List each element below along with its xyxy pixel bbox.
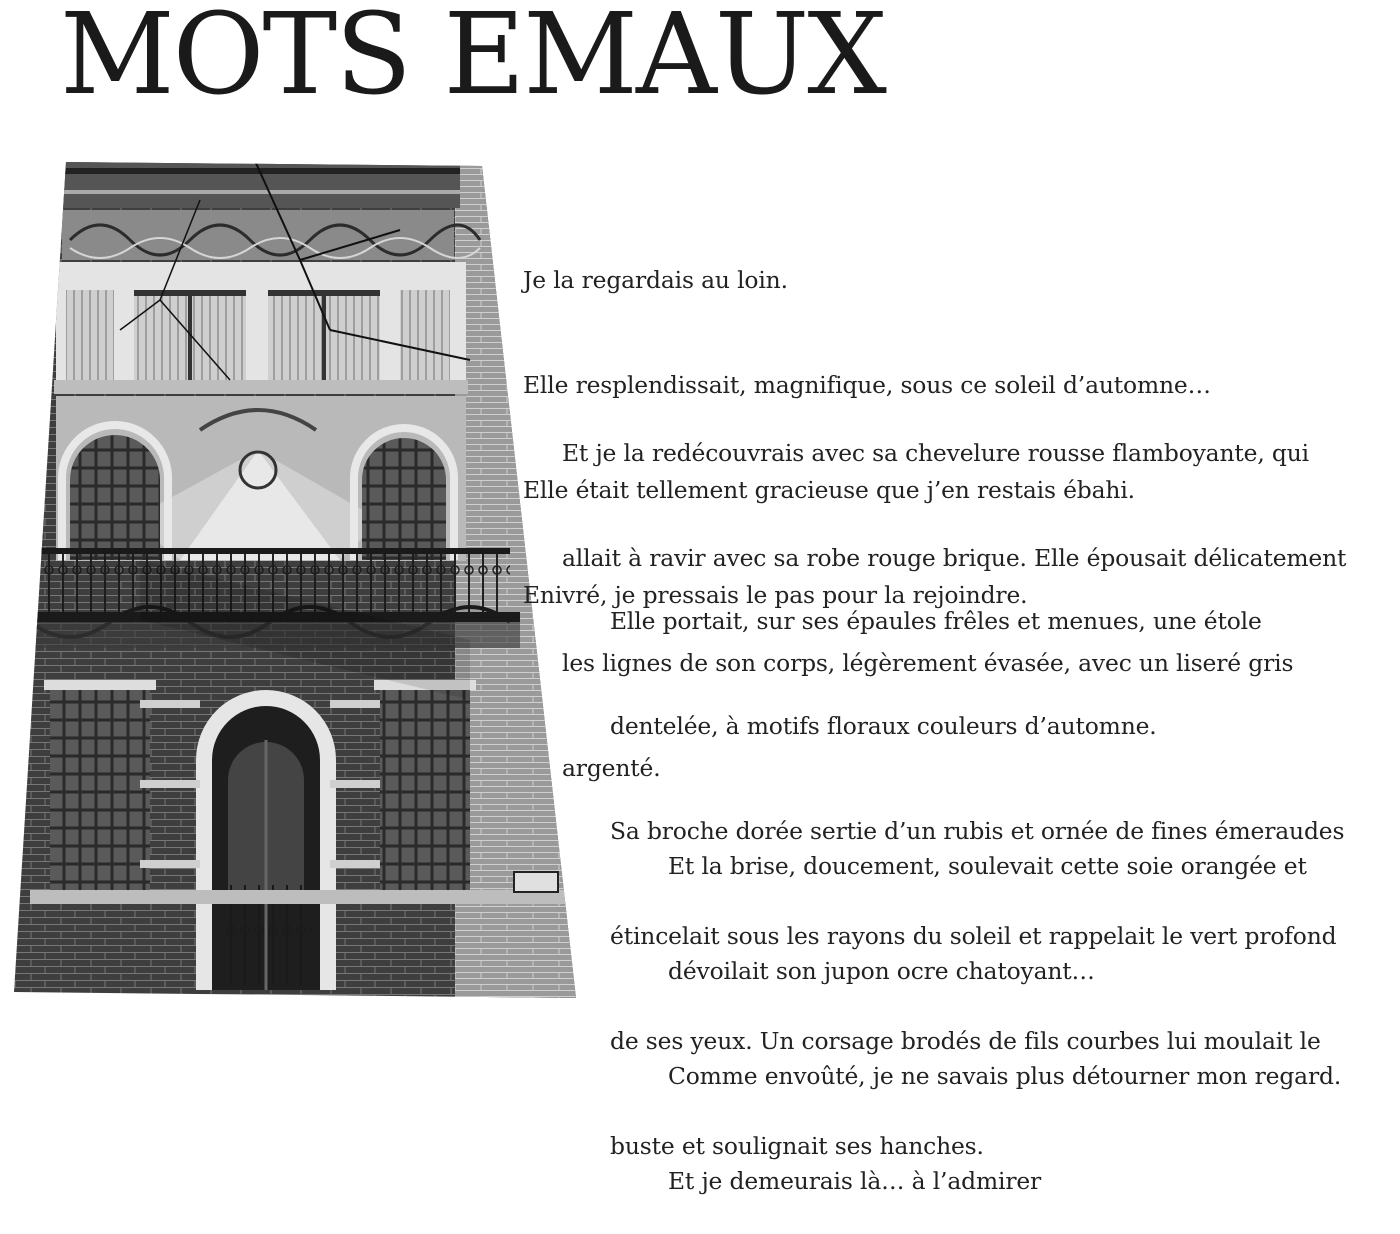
stanza-line: étincelait sous les rayons du soleil et rappelait le vert profond <box>610 922 1337 950</box>
stanza-line: Et la brise, doucement, soulevait cette soie orangée et <box>668 852 1307 880</box>
page-title: MOTS EMAUX <box>60 0 885 120</box>
stanza-line: argenté. <box>562 754 661 782</box>
stanza-line: les lignes de son corps, légèrement évasée, avec un liseré gris <box>562 649 1294 677</box>
stanza-line: Elle était tellement gracieuse que j’en restais ébahi. <box>523 476 1135 504</box>
stanza-line: Elle portait, sur ses épaules frêles et menues, une étole <box>610 607 1262 635</box>
stanza-line: Et je la redécouvrais avec sa chevelure rousse flamboyante, qui <box>562 439 1309 467</box>
stanza-line: Je la regardais au loin. <box>523 266 788 294</box>
stanza-line: dévoilait son jupon ocre chatoyant… <box>668 957 1095 985</box>
stanza-line: Enivré, je pressais le pas pour la rejoindre. <box>523 581 1028 609</box>
stanza-line: Sa broche dorée sertie d’un rubis et ornée de fines émeraudes <box>610 817 1345 845</box>
stanza-line: allait à ravir avec sa robe rouge brique. Elle épousait délicatement <box>562 544 1347 572</box>
stanza-4 <box>668 779 1341 1234</box>
stanza-line: buste et soulignait ses hanches. <box>610 1132 984 1160</box>
stanza-line: dentelée, à motifs floraux couleurs d’automne. <box>610 712 1157 740</box>
stanza-line: de ses yeux. Un corsage brodés de fils courbes lui moulait le <box>610 1027 1321 1055</box>
stanza-line: Et je demeurais là… à l’admirer <box>668 1167 1042 1195</box>
stanza-line: Elle resplendissait, magnifique, sous ce soleil d’automne… <box>523 371 1211 399</box>
stanza-line: Comme envoûté, je ne savais plus détourner mon regard. <box>668 1062 1342 1090</box>
